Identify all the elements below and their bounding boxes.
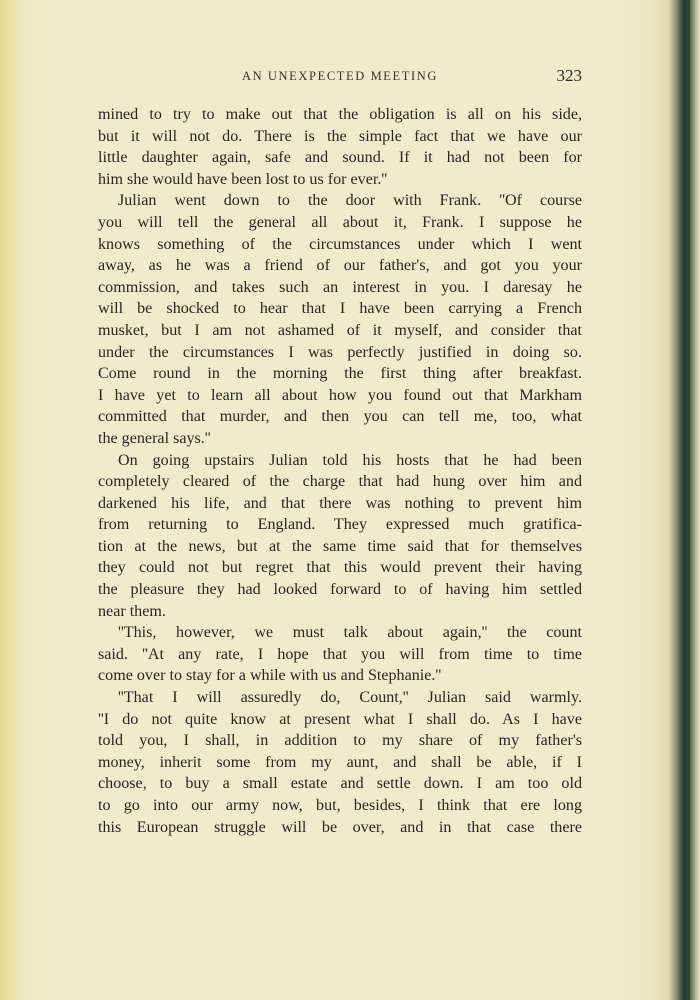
text-line: commission, and takes such an interest in you. I daresay he [98, 278, 582, 296]
binding-line [688, 0, 690, 1000]
text-line: I have yet to learn all about how you found out that Markham [98, 386, 582, 404]
text-line: ''That I will assuredly do, Count,'' Julian said warmly. [118, 689, 582, 707]
text-line: completely cleared of the charge that had hung over him and [98, 473, 582, 491]
page-header [98, 66, 582, 88]
text-line: him she would have been lost to us for ever.'' [98, 170, 388, 188]
body-text [98, 104, 582, 838]
binding-line [683, 0, 685, 1000]
text-line: said. ''At any rate, I hope that you will from time to time [98, 645, 582, 663]
text-line: musket, but I am not ashamed of it myself, and consider that [98, 321, 582, 339]
book-binding-edge [670, 0, 700, 1000]
text-line: knows something of the circumstances under which I went [98, 235, 582, 253]
text-line: this European struggle will be over, and in that case there [98, 818, 582, 836]
text-line: the pleasure they had looked forward to of having him settled [98, 581, 582, 599]
text-line: Come round in the morning the first thing after breakfast. [98, 365, 582, 383]
text-line: the general says.'' [98, 429, 211, 447]
text-line: told you, I shall, in addition to my share of my father's [98, 732, 582, 750]
text-line: you will tell the general all about it, Frank. I suppose he [98, 213, 582, 231]
text-line: mined to try to make out that the obligation is all on his side, [98, 106, 582, 123]
text-line: near them. [98, 602, 166, 620]
text-line: away, as he was a friend of our father's, and got you your [98, 257, 582, 275]
text-line: committed that murder, and then you can tell me, too, what [98, 408, 582, 426]
text-line: they could not but regret that this would prevent their having [98, 559, 582, 577]
text-line: ''I do not quite know at present what I shall do. As I have [98, 710, 582, 728]
text-line: choose, to buy a small estate and settle down. I am too old [98, 775, 582, 793]
text-line: little daughter again, safe and sound. If it had not been for [98, 149, 582, 167]
text-line: Julian went down to the door with Frank. ''Of course [118, 192, 582, 210]
text-line: darkened his life, and that there was nothing to prevent him [98, 494, 582, 512]
page-number: 323 [556, 66, 582, 85]
text-line: but it will not do. There is the simple fact that we have our [98, 127, 582, 145]
text-line: money, inherit some from my aunt, and shall be able, if I [98, 753, 582, 771]
text-line: come over to stay for a while with us and Stephanie.'' [98, 667, 442, 685]
text-line: under the circumstances I was perfectly justified in doing so. [98, 343, 582, 361]
text-line: from returning to England. They expressed much gratifica- [98, 516, 582, 534]
text-line: ''This, however, we must talk about again,'' the count [118, 624, 582, 642]
text-line: tion at the news, but at the same time said that for themselves [98, 537, 582, 555]
running-head: AN UNEXPECTED MEETING [241, 69, 439, 83]
text-line: will be shocked to hear that I have been carrying a French [98, 300, 582, 318]
text-line: On going upstairs Julian told his hosts that he had been [118, 451, 582, 469]
text-line: to go into our army now, but, besides, I think that ere long [98, 797, 582, 814]
